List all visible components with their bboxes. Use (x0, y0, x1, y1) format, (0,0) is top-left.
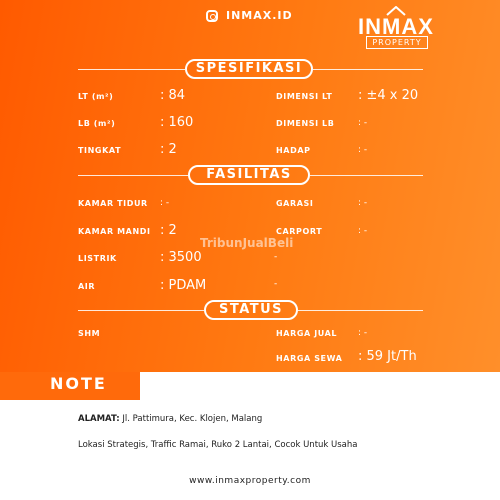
label-lb: LB (m²) (78, 119, 116, 128)
instagram-handle: INMAX.ID (226, 9, 293, 22)
watermark: TribunJualBeli (200, 236, 294, 250)
label-listrik: LISTRIK (78, 254, 117, 263)
extra-value: - (274, 279, 278, 289)
value-dimensi-lt: : ±4 x 20 (358, 88, 419, 103)
label-harga-jual: HARGA JUAL (276, 329, 338, 338)
value-harga-jual: : - (358, 328, 368, 338)
section-spesifikasi: SPESIFIKASI (185, 59, 313, 79)
value-kamar-tidur: : - (160, 198, 170, 208)
divider-left (78, 69, 185, 70)
label-dimensi-lb: DIMENSI LB (276, 119, 335, 128)
label-carport: CARPORT (276, 227, 323, 236)
label-kamar-tidur: KAMAR TIDUR (78, 199, 148, 208)
label-dimensi-lt: DIMENSI LT (276, 92, 333, 101)
divider-right (313, 69, 423, 70)
instagram-icon (206, 10, 218, 22)
address-label: ALAMAT: (78, 414, 120, 424)
value-tingkat: : 2 (160, 142, 177, 157)
note-description: Lokasi Strategis, Traffic Ramai, Ruko 2 Lantai, Cocok Untuk Usaha (78, 440, 358, 450)
value-air: : PDAM (160, 278, 207, 293)
value-harga-sewa: : 59 Jt/Th (358, 349, 417, 364)
divider-left (78, 175, 188, 176)
value-listrik: : 3500 (160, 250, 202, 265)
value-lb: : 160 (160, 115, 194, 130)
inmax-logo (356, 6, 436, 46)
section-fasilitas: FASILITAS (188, 165, 310, 185)
extra-value: - (274, 252, 278, 262)
label-lt: LT (m²) (78, 92, 114, 101)
note-banner (0, 372, 140, 400)
value-carport: : - (358, 226, 368, 236)
address-line (78, 414, 262, 424)
logo-word: INMAX (358, 14, 434, 39)
section-status: STATUS (204, 300, 298, 320)
value-kamar-mandi: : 2 (160, 223, 177, 238)
value-lt: : 84 (160, 88, 186, 103)
label-garasi: GARASI (276, 199, 314, 208)
address-value: Jl. Pattimura, Kec. Klojen, Malang (122, 414, 263, 424)
value-dimensi-lb: : - (358, 118, 368, 128)
label-air: AIR (78, 282, 96, 291)
label-harga-sewa: HARGA SEWA (276, 354, 343, 363)
value-garasi: : - (358, 198, 368, 208)
note-title: NOTE (50, 374, 107, 393)
divider-right (310, 175, 423, 176)
value-hadap: : - (358, 145, 368, 155)
logo-sub: PROPERTY (366, 36, 428, 49)
divider-left (78, 310, 204, 311)
website-link[interactable]: www.inmaxproperty.com (189, 476, 311, 486)
divider-right (298, 310, 423, 311)
label-tingkat: TINGKAT (78, 146, 122, 155)
label-shm: SHM (78, 329, 101, 338)
label-kamar-mandi: KAMAR MANDI (78, 227, 151, 236)
label-hadap: HADAP (276, 146, 311, 155)
